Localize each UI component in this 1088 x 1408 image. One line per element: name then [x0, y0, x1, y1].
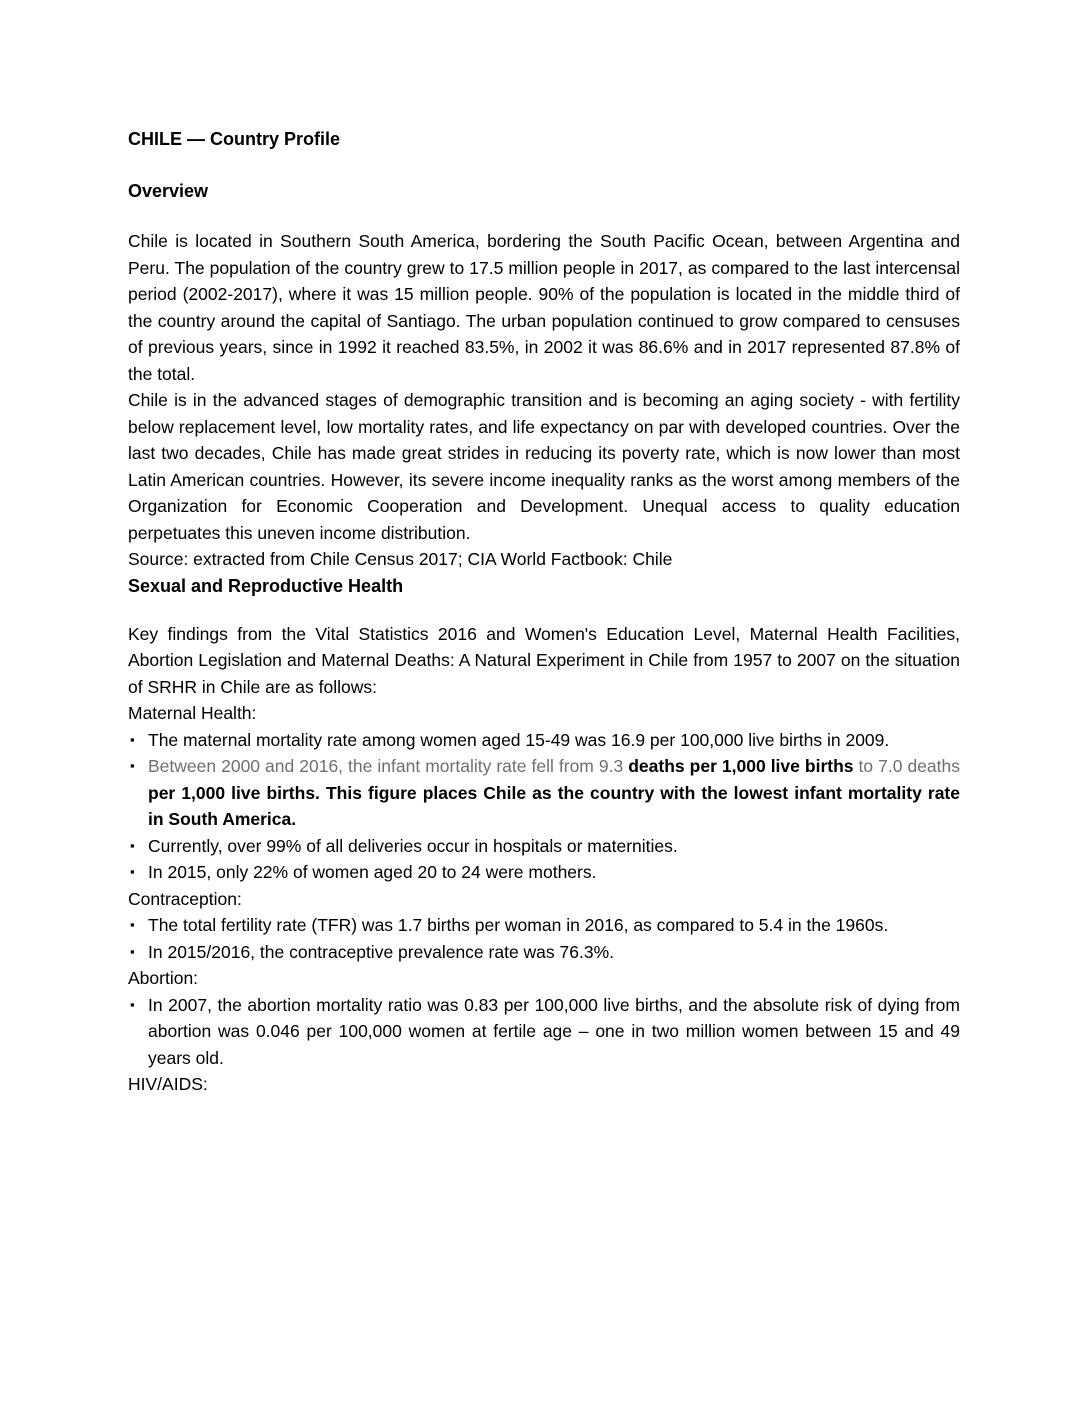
abortion-label: Abortion: — [128, 968, 199, 988]
contraception-bullet-list — [128, 912, 960, 965]
bullet-square-icon: ▪ — [130, 731, 135, 747]
hiv-aids-label: HIV/AIDS: — [128, 1074, 208, 1094]
overview-paragraph-1: Chile is located in Southern South America, bordering the South Pacific Ocean, between Argentina and Peru. The population of the country grew to 17.5 million people in 2017, as compared to the last intercensal period (2002-2017), where it was 15 million people. 90% of the population is located in the middle third of the country around the capital of Santiago. The urban population continued to grow compared to censuses of previous years, since in 1992 it reached 83.5%, in 2002 it was 86.6% and in 2017 represented 87.8% of the total. — [128, 231, 960, 384]
maternal-health-bullet-list — [128, 727, 960, 886]
bullet-square-icon: ▪ — [130, 758, 135, 773]
abortion-bullet-list — [128, 992, 960, 1072]
abortion-bullet-1-text: In 2007, the abortion mortality ratio was 0.83 per 100,000 live births, and the absolute risk of dying from abortion was 0.046 per 100,000 women at fertile age – one in two million women between 15 and 49 years old. — [148, 994, 960, 1068]
maternal-bullet-1-text: The maternal mortality rate among women aged 15-49 was 16.9 per 100,000 live births in 2009. — [148, 729, 890, 750]
contraception-label: Contraception: — [128, 888, 242, 909]
maternal-bullet-2-bold-run-1: deaths per 1,000 live births — [628, 756, 854, 776]
list-item — [128, 753, 960, 833]
srh-intro-paragraph: Key findings from the Vital Statistics 2016 and Women's Education Level, Maternal Health Facilities, Abortion Legislation and Maternal Deaths: A Natural Experiment in Chile from 1957 to 2007 on the situation of SRHR in Chile are as follows: — [128, 623, 960, 697]
list-item — [128, 992, 960, 1072]
list-item — [128, 912, 960, 939]
contraception-bullet-2-text: In 2015/2016, the contraceptive prevalence rate was 76.3%. — [148, 941, 614, 962]
srh-heading: Sexual and Reproductive Health — [128, 575, 404, 596]
maternal-bullet-4-text: In 2015, only 22% of women aged 20 to 24 were mothers. — [148, 862, 597, 882]
maternal-health-label: Maternal Health: — [128, 703, 257, 723]
list-item — [128, 833, 960, 860]
source-line: Source: extracted from Chile Census 2017; CIA World Factbook: Chile — [128, 549, 673, 569]
maternal-bullet-3-text: Currently, over 99% of all deliveries occur in hospitals or maternities. — [148, 835, 678, 856]
list-item — [128, 939, 960, 966]
maternal-bullet-2-bold-run-2: per 1,000 live births. This figure places Chile as the country with the lowest infant mortality rate in South America. — [148, 782, 960, 829]
list-item — [128, 727, 960, 754]
bullet-square-icon: ▪ — [130, 996, 135, 1012]
maternal-bullet-2-gray-run-1: Between 2000 and 2016, the infant mortality rate fell from 9.3 — [148, 756, 629, 776]
contraception-bullet-1-text: The total fertility rate (TFR) was 1.7 births per woman in 2016, as compared to 5.4 in the 1960s. — [148, 915, 889, 935]
bullet-square-icon: ▪ — [130, 837, 135, 853]
bullet-square-icon: ▪ — [130, 943, 135, 959]
overview-heading: Overview — [128, 181, 209, 201]
list-item — [128, 859, 960, 886]
overview-paragraph-2: Chile is in the advanced stages of demographic transition and is becoming an aging society - with fertility below replacement level, low mortality rates, and life expectancy on par with developed countries. Over the last two decades, Chile has made great strides in reducing its poverty rate, which is now lower than most Latin American countries. However, its severe income inequality ranks as the worst among members of the Organization for Economic Cooperation and Development. Unequal access to quality education perpetuates this uneven income distribution. — [128, 390, 960, 543]
bullet-square-icon: ▪ — [130, 917, 135, 932]
bullet-square-icon: ▪ — [130, 864, 135, 879]
maternal-bullet-2-gray-run-2: to 7.0 deaths — [853, 756, 960, 776]
document-title: CHILE — Country Profile — [128, 129, 341, 149]
